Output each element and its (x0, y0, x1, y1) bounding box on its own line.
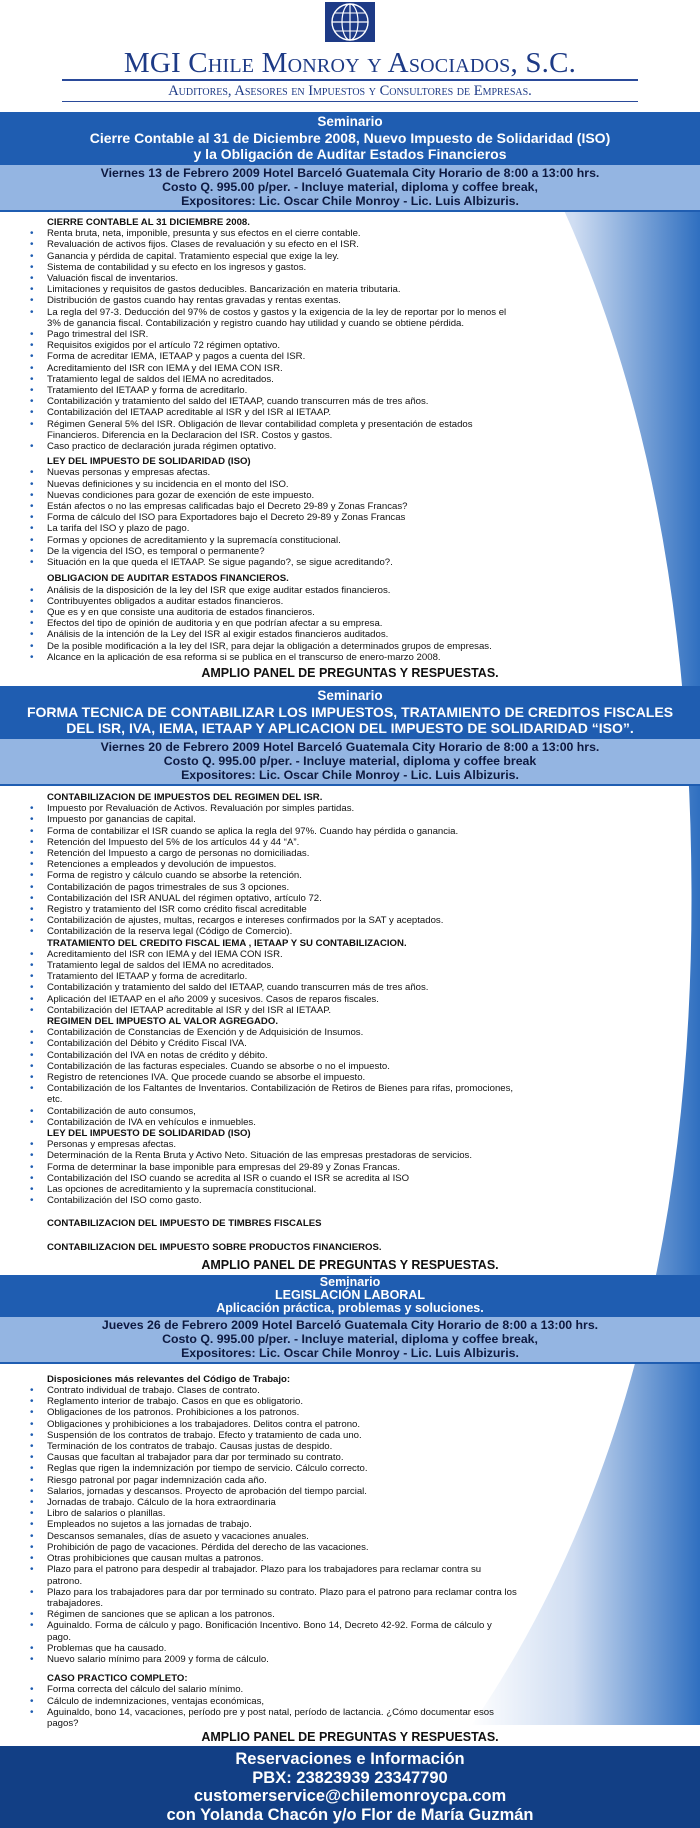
seminar-label: Seminario (317, 687, 383, 703)
list-item: • Formas y opciones de acreditamiento y la supremacía constitucional. (30, 535, 517, 546)
list-item: • Jornadas de trabajo. Cálculo de la hora extraordinaria (30, 1497, 517, 1508)
seminar-date: Jueves 26 de Febrero 2009 Hotel Barceló Guatemala City Horario de 8:00 a 13:00 hrs. (101, 1317, 599, 1332)
section-title: LEY DEL IMPUESTO DE SOLIDARIDAD (ISO) (47, 456, 251, 468)
list-item: • Aplicación del IETAAP en el año 2009 y sucesivos. Casos de reparos fiscales. (30, 994, 517, 1005)
list-item: • Forma de contabilizar el ISR cuando se aplica la regla del 97%. Cuando hay pérdida o ganancia. (30, 826, 517, 837)
list-item: • Requisitos exigidos por el artículo 72 régimen optativo. (30, 340, 517, 351)
list-item: • Tratamiento del IETAAP y forma de acreditarlo. (30, 385, 517, 396)
seminar-date: Viernes 13 de Febrero 2009 Hotel Barceló Guatemala City Horario de 8:00 a 13:00 hrs. (100, 166, 600, 180)
list-item: • Salarios, jornadas y descansos. Proyecto de aprobación del tiempo parcial. (30, 1486, 517, 1497)
list-item: • De la posible modificación a la ley del ISR, para dejar la obligación a determinados grupos de empresas. (30, 641, 517, 652)
list-item: • Contabilización de las facturas especiales. Cuando se absorbe o no el impuesto. (30, 1061, 517, 1072)
company-name: MGI Chile Monroy y Asociados, S.C. (123, 47, 577, 79)
list-item: • Contabilización del ISR ANUAL del régimen optativo, artículo 72. (30, 893, 517, 904)
seminar-title-band (0, 686, 700, 739)
seminar-cost: Costo Q. 995.00 p/per. - Incluye material, diploma y coffee break, (162, 180, 538, 194)
section-title: TRATAMIENTO DEL CREDITO FISCAL IEMA , IETAAP Y SU CONTABILIZACION. (47, 937, 407, 949)
seminar-title-line: y la Obligación de Auditar Estados Financieros (193, 146, 507, 162)
footer-contacts: con Yolanda Chacón y/o Flor de María Guzmán (166, 1805, 534, 1824)
list-item: • Contabilización y tratamiento del saldo del IETAAP, cuando transcurren más de tres años. (30, 982, 517, 993)
seminar-title-line: FORMA TECNICA DE CONTABILIZAR LOS IMPUESTOS, TRATAMIENTO DE CREDITOS FISCALES (26, 703, 674, 720)
list-item: • Tratamiento legal de saldos del IEMA no acreditados. (30, 960, 517, 971)
list-item: • Contabilización de Constancias de Exención y de Adquisición de Insumos. (30, 1027, 517, 1038)
seminar-date: Viernes 20 de Febrero 2009 Hotel Barceló Guatemala City Horario de 8:00 a 13:00 hrs. (100, 739, 600, 754)
list-item: • Pago trimestral del ISR. (30, 329, 517, 340)
topic-list (30, 949, 700, 1016)
list-item: • Problemas que ha causado. (30, 1643, 517, 1654)
list-item: • Causas que facultan al trabajador para dar por terminado su contrato. (30, 1452, 517, 1463)
list-item: • Retención del Impuesto del 5% de los artículos 44 y 44 “A”. (30, 837, 517, 848)
list-item: • Nuevas personas y empresas afectas. (30, 467, 517, 478)
list-item: • Régimen General 5% del ISR. Obligación de llevar contabilidad completa y presentación de estados Financieros. Diferencia en la Declaracion del ISR. Costos y gastos. (30, 419, 517, 441)
list-item: • Obligaciones y prohibiciones a los trabajadores. Delitos contra el patrono. (30, 1419, 517, 1430)
list-item: • Aguinaldo, bono 14, vacaciones, período pre y post natal, período de lactancia. ¿Cómo documentar esos pagos? (30, 1707, 517, 1729)
list-item: • Análisis de la disposición de la ley del ISR que exige auditar estados financieros. (30, 585, 517, 596)
list-item: • Aguinaldo. Forma de cálculo y pago. Bonificación Incentivo. Bono 14, Decreto 42-92. Forma de cálculo y pago. (30, 1620, 517, 1642)
list-item: • Retención del Impuesto a cargo de personas no domiciliadas. (30, 848, 517, 859)
list-item: • Determinación de la Renta Bruta y Activo Neto. Situación de las empresas prestadoras de servicios. (30, 1150, 517, 1161)
list-item: • Renta bruta, neta, imponible, presunta y sus efectos en el cierre contable. (30, 228, 517, 239)
topic-list (30, 1684, 700, 1729)
list-item: • Caso practico de declaración jurada régimen optativo. (30, 441, 517, 452)
list-item: • La regla del 97-3. Deducción del 97% de costos y gastos y la exigencia de la ley de reportar por lo menos el 3% de ganancia fiscal. Contabilización y registro cuando hay utilidad y cuando se obtiene pérdida. (30, 307, 517, 329)
section-title: LEY DEL IMPUESTO DE SOLIDARIDAD (ISO) (47, 1128, 251, 1140)
seminar-content (0, 786, 700, 1253)
list-item: • Suspensión de los contratos de trabajo. Efecto y tratamiento de cada uno. (30, 1430, 517, 1441)
list-item: • Contabilización y tratamiento del saldo del IETAAP, cuando transcurren más de tres años. (30, 396, 517, 407)
seminar-info-band (0, 1317, 700, 1362)
list-item: • Personas y empresas afectas. (30, 1139, 517, 1150)
list-item: • Nuevo salario mínimo para 2009 y forma de cálculo. (30, 1654, 517, 1665)
list-item: • Contabilización de ajustes, multas, recargos e intereses confirmados por la SAT y aceptados. (30, 915, 517, 926)
list-item: • Tratamiento del IETAAP y forma de acreditarlo. (30, 971, 517, 982)
list-item: • Situación en la que queda el IETAAP. Se sigue pagando?, se sigue acreditando?. (30, 557, 517, 568)
list-item: • Contabilización de pagos trimestrales de sus 3 opciones. (30, 882, 517, 893)
list-item: • Otras prohibiciones que causan multas a patronos. (30, 1553, 517, 1564)
list-item: • Contabilización de auto consumos, (30, 1106, 517, 1117)
section-title: CONTABILIZACION DEL IMPUESTO SOBRE PRODUCTOS FINANCIEROS. (47, 1241, 382, 1253)
list-item: • Registro de retenciones IVA. Que procede cuando se absorbe el impuesto. (30, 1072, 517, 1083)
list-item: • Valuación fiscal de inventarios. (30, 273, 517, 284)
seminar-title-band (0, 1275, 700, 1317)
footer-email[interactable]: customerservice@chilemonroycpa.com (193, 1787, 507, 1806)
list-item: • Forma de cálculo del ISO para Exportadores bajo el Decreto 29-89 y Zonas Francas (30, 512, 517, 523)
list-item: • Riesgo patronal por pagar indemnización cada año. (30, 1475, 517, 1486)
seminar-cost: Costo Q. 995.00 p/per. - Incluye material, diploma y coffee break (163, 753, 537, 768)
list-item: • Efectos del tipo de opinión de auditoria y en que podrían afectar a su empresa. (30, 618, 517, 629)
list-item: • Nuevas definiciones y su incidencia en el monto del ISO. (30, 479, 517, 490)
list-item: • Nuevas condiciones para gozar de exención de este impuesto. (30, 490, 517, 501)
contact-footer (0, 1746, 700, 1828)
list-item: • Están afectos o no las empresas calificadas bajo el Decreto 29-89 y Zonas Francas? (30, 501, 517, 512)
seminar-cost: Costo Q. 995.00 p/per. - Incluye material, diploma y coffee break, (162, 1331, 538, 1346)
seminar-info-band (0, 739, 700, 784)
section-title: CIERRE CONTABLE AL 31 DICIEMBRE 2008. (47, 217, 250, 228)
topic-list (30, 467, 700, 568)
list-item: • Forma de acreditar IEMA, IETAAP y pagos a cuenta del ISR. (30, 351, 517, 362)
list-item: • Revaluación de activos fijos. Clases de revaluación y su efecto en el ISR. (30, 239, 517, 250)
list-item: • Contrato individual de trabajo. Clases de contrato. (30, 1385, 517, 1396)
list-item: • Descansos semanales, días de asueto y vacaciones anuales. (30, 1531, 517, 1542)
list-item: • Cálculo de indemnizaciones, ventajas económicas, (30, 1696, 517, 1707)
list-item: • Las opciones de acreditamiento y la supremacía constitucional. (30, 1184, 517, 1195)
topic-list (30, 1385, 700, 1665)
list-item: • Contabilización del IVA en notas de crédito y débito. (30, 1050, 517, 1061)
list-item: • La tarifa del ISO y plazo de pago. (30, 523, 517, 534)
list-item: • Plazo para los trabajadores para dar por terminado su contrato. Plazo para el patrono para reclamar contra los trabajadores. (30, 1587, 517, 1609)
seminar-3 (0, 1275, 700, 1745)
list-item: • Distribución de gastos cuando hay rentas gravadas y rentas exentas. (30, 295, 517, 306)
list-item: • Alcance en la aplicación de esa reforma si se publica en el transcurso de enero-marzo 2008. (30, 652, 517, 663)
list-item: • Tratamiento legal de saldos del IEMA no acreditados. (30, 374, 517, 385)
list-item: • Contabilización del ISO cuando se acredita al ISR o cuando el ISR se acredita al ISO (30, 1173, 517, 1184)
list-item: • Prohibición de pago de vacaciones. Pérdida del derecho de las vacaciones. (30, 1542, 517, 1553)
list-item: • Empleados no sujetos a las jornadas de trabajo. (30, 1519, 517, 1530)
list-item: • Acreditamiento del ISR con IEMA y del IEMA CON ISR. (30, 949, 517, 960)
seminar-title-line: LEGISLACIÓN LABORAL (275, 1287, 425, 1302)
list-item: • Sistema de contabilidad y su efecto en los ingresos y gastos. (30, 262, 517, 273)
panel-note: AMPLIO PANEL DE PREGUNTAS Y RESPUESTAS. (201, 665, 499, 680)
seminar-speakers: Expositores: Lic. Oscar Chile Monroy - Lic. Luis Albizuris. (181, 194, 519, 208)
list-item: • Contabilización del IETAAP acreditable al ISR y del ISR al IETAAP. (30, 407, 517, 418)
seminar-title-line: Cierre Contable al 31 de Diciembre 2008, Nuevo Impuesto de Solidaridad (ISO) (89, 130, 611, 146)
topic-list (30, 228, 700, 452)
list-item: • Impuesto por Revaluación de Activos. Revaluación por simples partidas. (30, 803, 517, 814)
seminar-title-line: DEL ISR, IVA, IEMA, IETAAP Y APLICACION DEL IMPUESTO DE SOLIDARIDAD “ISO”. (66, 719, 634, 736)
list-item: • Régimen de sanciones que se aplican a los patronos. (30, 1609, 517, 1620)
section-title: CONTABILIZACION DE IMPUESTOS DEL REGIMEN DEL ISR. (47, 791, 323, 803)
logo (0, 0, 700, 42)
seminar-title-line: Aplicación práctica, problemas y soluciones. (216, 1300, 484, 1315)
list-item: • Contabilización de la reserva legal (Código de Comercio). (30, 926, 517, 937)
seminar-speakers: Expositores: Lic. Oscar Chile Monroy - Lic. Luis Albizuris. (181, 767, 519, 782)
section-title: CASO PRACTICO COMPLETO: (47, 1673, 188, 1685)
list-item: • Ganancia y pérdida de capital. Tratamiento especial que exige la ley. (30, 251, 517, 262)
section-title: REGIMEN DEL IMPUESTO AL VALOR AGREGADO. (47, 1015, 278, 1027)
list-item: • Forma de determinar la base imponible para empresas del 29-89 y Zonas Francas. (30, 1162, 517, 1173)
topic-list (30, 803, 700, 937)
seminar-content (0, 212, 700, 663)
list-item: • Limitaciones y requisitos de gastos deducibles. Bancarización en materia tributaria. (30, 284, 517, 295)
seminar-label: Seminario (317, 114, 383, 129)
list-item: • Forma correcta del cálculo del salario mínimo. (30, 1684, 517, 1695)
list-item: • Que es y en que consiste una auditoria de estados financieros. (30, 607, 517, 618)
topic-list (30, 585, 700, 663)
list-item: • Obligaciones de los patronos. Prohibiciones a los patronos. (30, 1407, 517, 1418)
list-item: • Análisis de la intención de la Ley del ISR al exigir estados financieros auditados. (30, 629, 517, 640)
list-item: • Contabilización del Débito y Crédito Fiscal IVA. (30, 1038, 517, 1049)
company-tagline: Auditores, Asesores en Impuestos y Consultores de Empresas. (168, 83, 532, 99)
panel-note: AMPLIO PANEL DE PREGUNTAS Y RESPUESTAS. (201, 1730, 499, 1745)
section-title: OBLIGACION DE AUDITAR ESTADOS FINANCIEROS. (47, 573, 289, 585)
list-item: • Impuesto por ganancias de capital. (30, 814, 517, 825)
globe-logo-icon (324, 2, 376, 42)
footer-phone: PBX: 23823939 23347790 (252, 1768, 448, 1787)
footer-heading: Reservaciones e Información (235, 1750, 465, 1769)
list-item: • Contabilización de los Faltantes de Inventarios. Contabilización de Retiros de Bienes para rifas, promociones, etc. (30, 1083, 517, 1105)
list-item: • De la vigencia del ISO, es temporal o permanente? (30, 546, 517, 557)
list-item: • Contabilización del IETAAP acreditable al ISR y del ISR al IETAAP. (30, 1005, 517, 1016)
list-item: • Libro de salarios o planillas. (30, 1508, 517, 1519)
section-title: CONTABILIZACION DEL IMPUESTO DE TIMBRES FISCALES (47, 1218, 322, 1230)
list-item: • Reglamento interior de trabajo. Casos en que es obligatorio. (30, 1396, 517, 1407)
seminar-info-band (0, 165, 700, 210)
list-item: • Acreditamiento del ISR con IEMA y del IEMA CON ISR. (30, 363, 517, 374)
list-item: • Contribuyentes obligados a auditar estados financieros. (30, 596, 517, 607)
section-title: Disposiciones más relevantes del Código de Trabajo: (47, 1373, 291, 1385)
seminar-1 (0, 112, 700, 681)
seminar-speakers: Expositores: Lic. Oscar Chile Monroy - Lic. Luis Albizuris. (181, 1345, 519, 1360)
list-item: • Reglas que rigen la indemnización por tiempo de servicio. Cálculo correcto. (30, 1463, 517, 1474)
list-item: • Registro y tratamiento del ISR como crédito fiscal acreditable (30, 904, 517, 915)
seminar-label: Seminario (319, 1274, 381, 1289)
panel-note: AMPLIO PANEL DE PREGUNTAS Y RESPUESTAS. (201, 1257, 499, 1272)
list-item: • Retenciones a empleados y devolución de impuestos. (30, 859, 517, 870)
list-item: • Forma de registro y cálculo cuando se absorbe la retención. (30, 870, 517, 881)
list-item: • Plazo para el patrono para despedir al trabajador. Plazo para los trabajadores para reclamar contra su patrono. (30, 1564, 517, 1586)
list-item: • Terminación de los contratos de trabajo. Causas justas de despido. (30, 1441, 517, 1452)
topic-list (30, 1139, 700, 1206)
seminar-title-band (0, 112, 700, 165)
list-item: • Contabilización del ISO como gasto. (30, 1195, 517, 1206)
topic-list (30, 1027, 700, 1128)
list-item: • Contabilización de IVA en vehículos e inmuebles. (30, 1117, 517, 1128)
seminar-content (0, 1364, 700, 1729)
seminar-2 (0, 686, 700, 1273)
